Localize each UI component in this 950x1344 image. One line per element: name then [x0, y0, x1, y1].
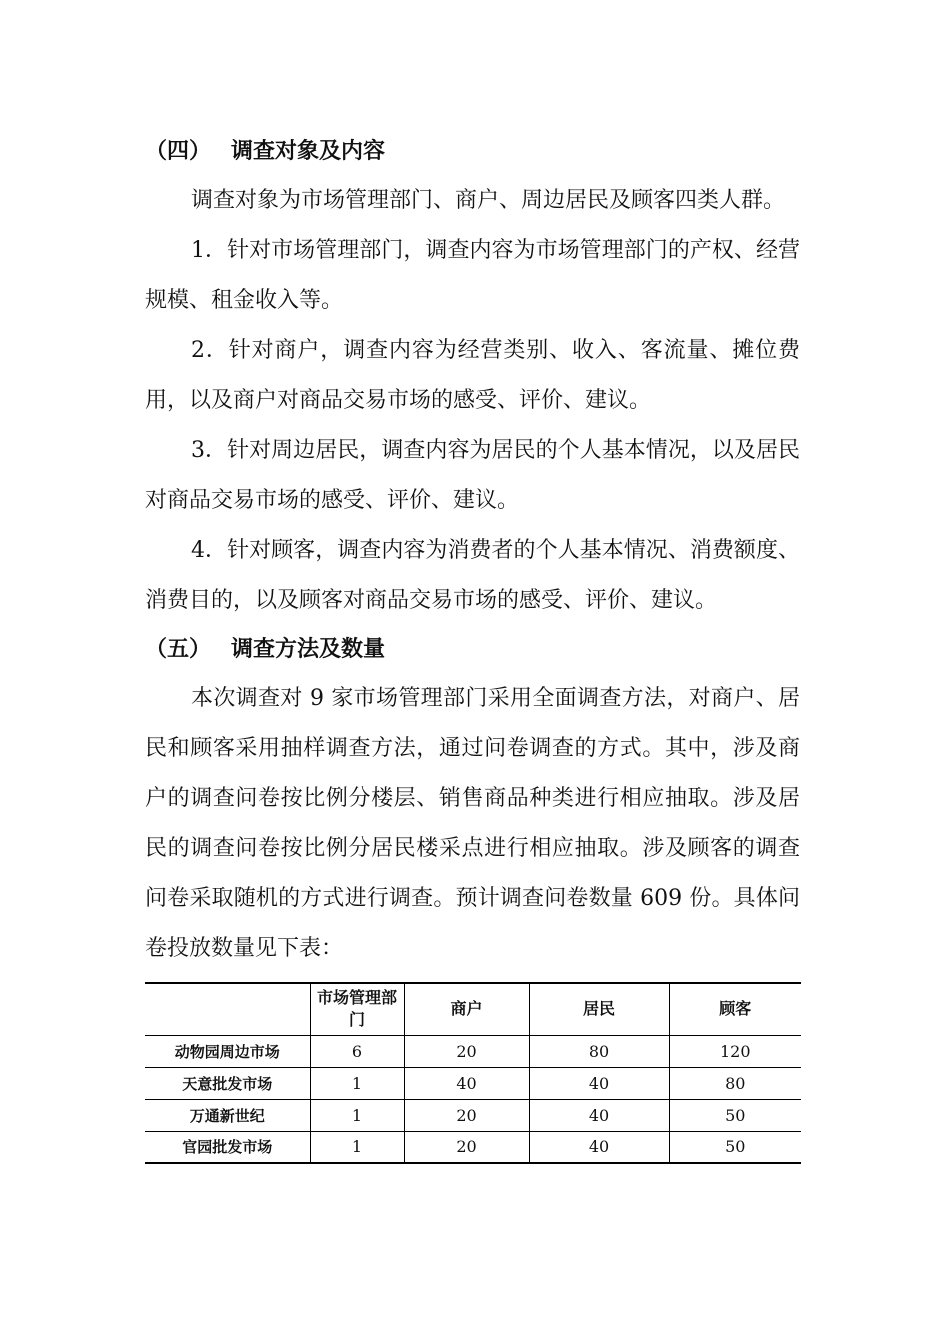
table-row	[145, 1035, 801, 1067]
section-number: （四）	[145, 139, 212, 164]
paragraph: 3．针对周边居民，调查内容为居民的个人基本情况，以及居民对商品交易市场的感受、评价、建议。	[145, 438, 800, 513]
table-cell: 50	[669, 1131, 801, 1163]
table-cell: 80	[529, 1035, 669, 1067]
section-title: 调查对象及内容	[231, 139, 386, 164]
paragraph: 1．针对市场管理部门，调查内容为市场管理部门的产权、经营规模、租金收入等。	[145, 238, 800, 313]
table-cell: 1	[310, 1099, 404, 1131]
document-page	[145, 128, 800, 1164]
header-cell-residents: 居民	[529, 983, 669, 1035]
table-cell: 50	[669, 1099, 801, 1131]
table-cell: 40	[529, 1067, 669, 1099]
section-title: 调查方法及数量	[231, 637, 386, 662]
header-cell-management: 市场管理部门	[310, 983, 404, 1035]
paragraph: 4．针对顾客，调查内容为消费者的个人基本情况、消费额度、消费目的，以及顾客对商品交易市场的感受、评价、建议。	[145, 538, 800, 613]
section-number: （五）	[145, 637, 212, 662]
table-cell: 20	[404, 1131, 529, 1163]
paragraph: 2．针对商户，调查内容为经营类别、收入、客流量、摊位费用，以及商户对商品交易市场的感受、评价、建议。	[145, 338, 800, 413]
paragraph: 调查对象为市场管理部门、商户、周边居民及顾客四类人群。	[191, 188, 786, 213]
table-cell: 6	[310, 1035, 404, 1067]
table-row	[145, 1131, 801, 1163]
header-cell-customers: 顾客	[669, 983, 801, 1035]
table-cell: 1	[310, 1067, 404, 1099]
section-heading-4	[145, 128, 800, 176]
table-cell: 40	[529, 1131, 669, 1163]
table-row	[145, 1099, 801, 1131]
header-cell-merchants: 商户	[404, 983, 529, 1035]
table-cell: 120	[669, 1035, 801, 1067]
questionnaire-table	[145, 982, 801, 1164]
header-cell-blank	[145, 983, 310, 1035]
table-row	[145, 1067, 801, 1099]
table-header-row	[145, 983, 801, 1035]
table-cell: 20	[404, 1099, 529, 1131]
row-label: 官园批发市场	[145, 1131, 310, 1163]
row-label: 动物园周边市场	[145, 1035, 310, 1067]
table-cell: 40	[529, 1099, 669, 1131]
table-cell: 80	[669, 1067, 801, 1099]
row-label: 天意批发市场	[145, 1067, 310, 1099]
paragraph: 本次调查对 9 家市场管理部门采用全面调查方法，对商户、居民和顾客采用抽样调查方法，通过问卷调查的方式。其中，涉及商户的调查问卷按比例分楼层、销售商品种类进行相应抽取。涉及居民的调查问卷按比例分居民楼采点进行相应抽取。涉及顾客的调查问卷采取随机的方式进行调查。预计调查问卷数量 609 份。具体问卷投放数量见下表：	[145, 686, 800, 961]
table-cell: 1	[310, 1131, 404, 1163]
table-cell: 40	[404, 1067, 529, 1099]
section-heading-5	[145, 626, 800, 674]
row-label: 万通新世纪	[145, 1099, 310, 1131]
table-cell: 20	[404, 1035, 529, 1067]
